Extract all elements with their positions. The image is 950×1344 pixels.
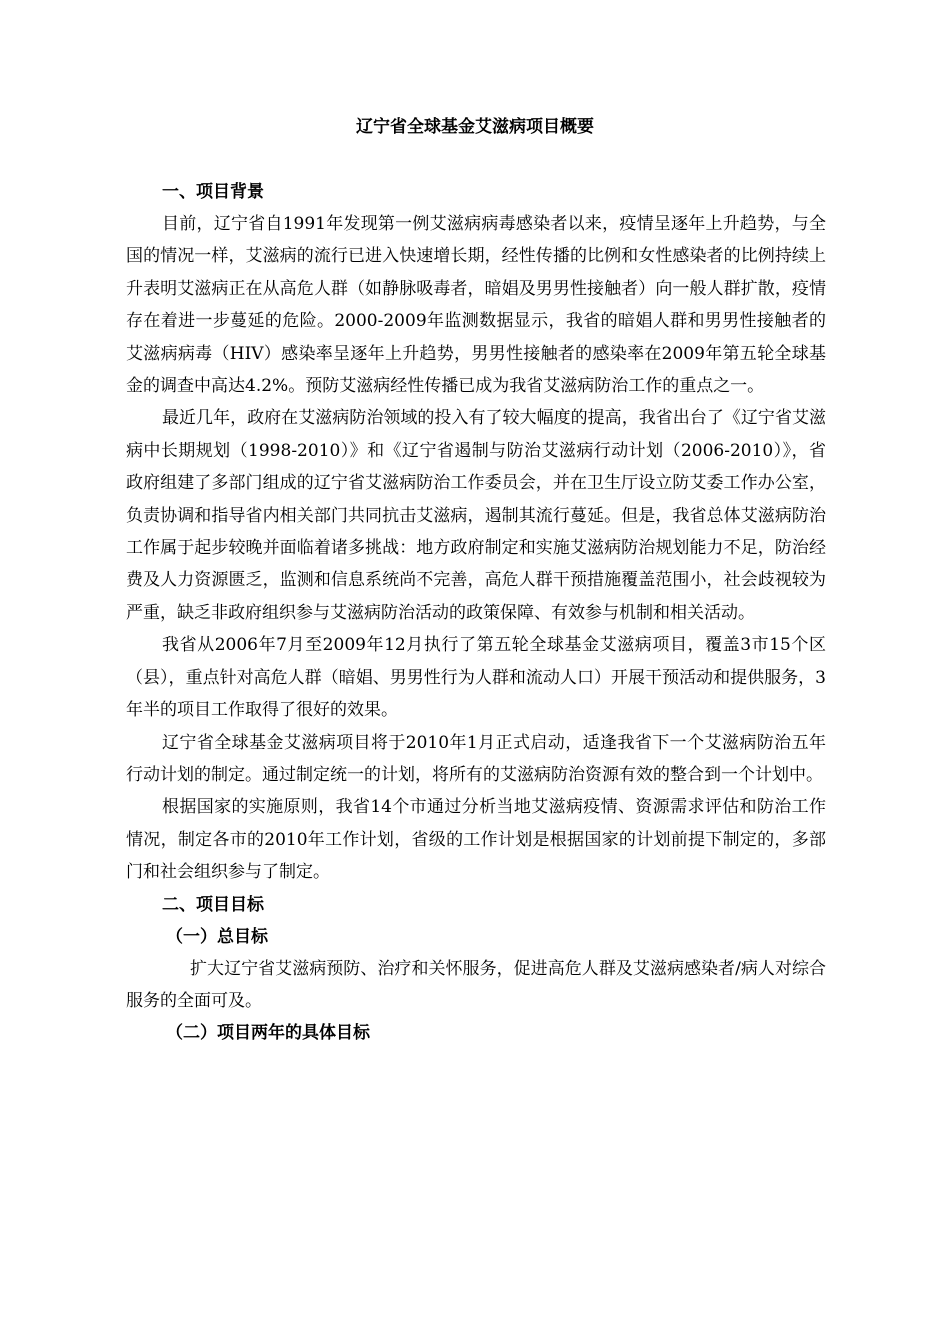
- subsection-heading-overall-goal: （一）总目标: [166, 926, 268, 947]
- paragraph-project-launch: 辽宁省全球基金艾滋病项目将于2010年1月正式启动，适逢我省下一个艾滋病防治五年行动计划的制定。通过制定统一的计划，将所有的艾滋病防治资源有效的整合到一个计划中。: [126, 732, 826, 785]
- paragraph-epidemic-situation: 目前，辽宁省自1991年发现第一例艾滋病病毒感染者以来，疫情呈逐年上升趋势，与全国的情况一样，艾滋病的流行已进入快速增长期，经性传播的比例和女性感染者的比例持续上升表明艾滋病正在从高危人群（如静脉吸毒者，暗娼及男男性接触者）向一般人群扩散，疫情存在着进一步蔓延的危险。2000-2009年监测数据显示，我省的暗娼人群和男男性接触者的艾滋病病毒（HIV）感染率呈逐年上升趋势，男男性接触者的感染率在2009年第五轮全球基金的调查中高达4.2%。预防艾滋病经性传播已成为我省艾滋病防治工作的重点之一。: [126, 214, 826, 397]
- paragraph-planning-principles: 根据国家的实施原则，我省14个市通过分析当地艾滋病疫情、资源需求评估和防治工作情况，制定各市的2010年工作计划，省级的工作计划是根据国家的计划前提下制定的，多部门和社会组织参与了制定。: [126, 797, 826, 883]
- section-heading-objectives: 二、项目目标: [162, 894, 264, 915]
- paragraph-round5-project: 我省从2006年7月至2009年12月执行了第五轮全球基金艾滋病项目，覆盖3市15个区（县），重点针对高危人群（暗娼、男男性行为人群和流动人口）开展干预活动和提供服务，3年半的项目工作取得了很好的效果。: [126, 635, 826, 721]
- subsection-heading-specific-goals: （二）项目两年的具体目标: [166, 1023, 370, 1044]
- paragraph-government-investment: 最近几年，政府在艾滋病防治领域的投入有了较大幅度的提高，我省出台了《辽宁省艾滋病中长期规划（1998-2010）》和《辽宁省遏制与防治艾滋病行动计划（2006-2010）》，省政府组建了多部门组成的辽宁省艾滋病防治工作委员会，并在卫生厅设立防艾委工作办公室，负责协调和指导省内相关部门共同抗击艾滋病，遏制其流行蔓延。但是，我省总体艾滋病防治工作属于起步较晚并面临着诸多挑战：地方政府制定和实施艾滋病防治规划能力不足，防治经费及人力资源匮乏，监测和信息系统尚不完善，高危人群干预措施覆盖范围小，社会歧视较为严重，缺乏非政府组织参与艾滋病防治活动的政策保障、有效参与机制和相关活动。: [126, 408, 826, 623]
- document-body: [126, 176, 826, 1049]
- section-heading-background: 一、项目背景: [162, 182, 264, 202]
- document-title: 辽宁省全球基金艾滋病项目概要: [356, 117, 594, 137]
- paragraph-overall-goal: 扩大辽宁省艾滋病预防、治疗和关怀服务，促进高危人群及艾滋病感染者/病人对综合服务的全面可及。: [126, 958, 826, 1011]
